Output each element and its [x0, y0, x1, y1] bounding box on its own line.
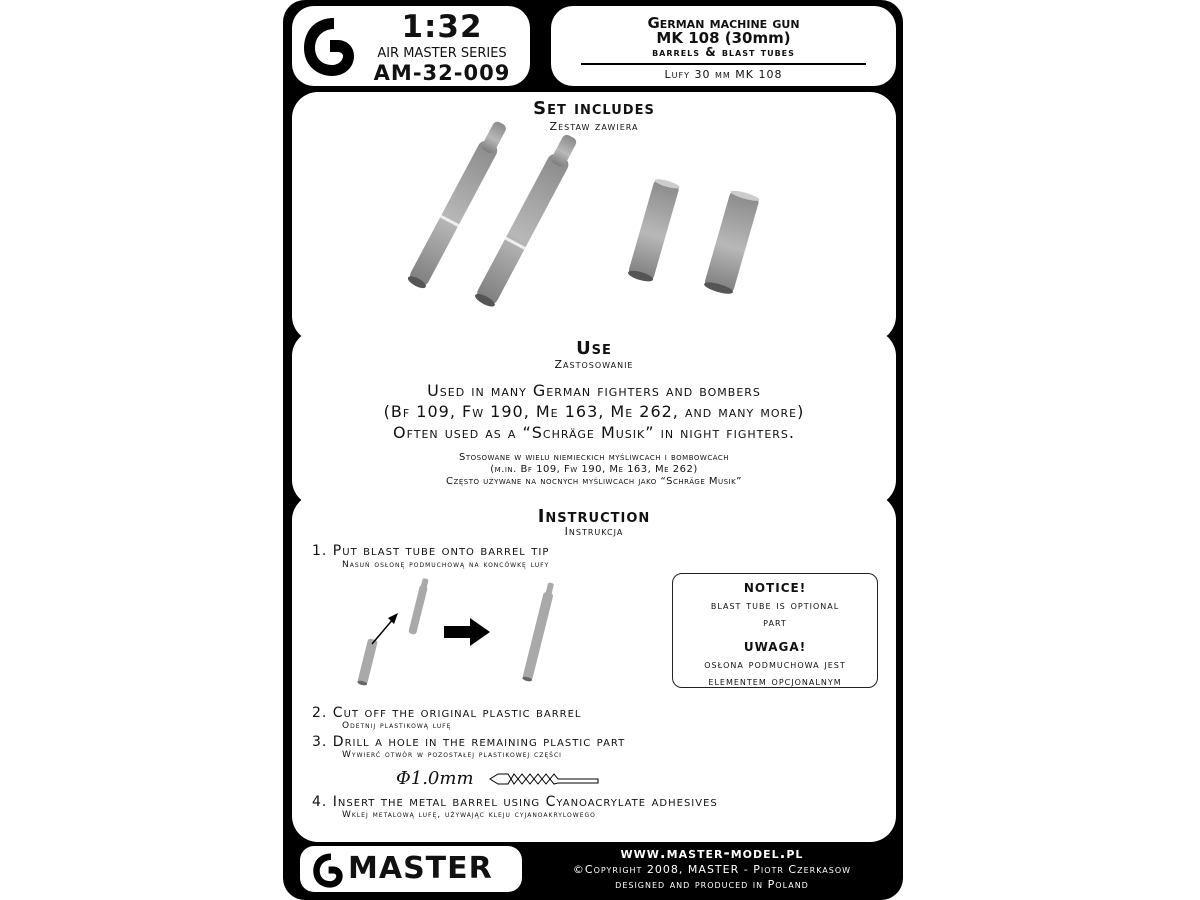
- notice-title: NOTICE!: [743, 581, 807, 595]
- step-4-text-pl: Wklej metalową lufę, używając kleju cyjanoakrylowego: [342, 810, 596, 820]
- set-includes-heading-pl: Zestaw zawiera: [549, 120, 639, 133]
- use-heading-pl: Zastosowanie: [554, 358, 634, 371]
- drill-size-label: Φ1.0mm: [396, 768, 474, 789]
- product-code: AM-32-009: [373, 61, 511, 85]
- use-en-line1: Used in many German fighters and bombers: [427, 381, 761, 400]
- barrel-assembled-icon: [522, 582, 556, 682]
- footer-logo-text: MASTER: [348, 851, 493, 886]
- notice-line1: blast tube is optional: [710, 598, 840, 612]
- blast-tube-small-icon: [357, 638, 378, 686]
- footer: [292, 842, 896, 900]
- result-arrow-icon: [444, 618, 490, 646]
- blast-tube-part-1: [627, 177, 680, 283]
- title-divider: [581, 63, 866, 65]
- use-heading: Use: [576, 338, 612, 359]
- step-3-text: 3. Drill a hole in the remaining plastic part: [312, 734, 626, 750]
- footer-website[interactable]: www.master-model.pl: [620, 844, 804, 862]
- instruction-heading: Instruction: [537, 506, 651, 527]
- move-up-arrow-icon: [372, 613, 398, 644]
- use-en-line2: (Bf 109, Fw 190, Me 163, Me 262, and many more): [383, 402, 805, 421]
- scale-label: 1:32: [401, 9, 483, 45]
- footer-logo-panel: [300, 846, 522, 892]
- step-1-text-pl: Nasuń osłonę podmuchową na koncówkę lufy: [342, 560, 550, 570]
- step-1-text: 1. Put blast tube onto barrel tip: [312, 543, 550, 559]
- footer-designed: designed and produced in Poland: [615, 878, 809, 891]
- footer-copyright: ©Copyright 2008, MASTER - Piotr Czerkasow: [572, 863, 852, 876]
- step-2-text: 2. Cut off the original plastic barrel: [312, 705, 582, 721]
- step-3-text-pl: Wywierć otwór w pozostałej plastikowej części: [342, 750, 562, 760]
- product-title-line3: barrels & blast tubes: [652, 45, 795, 59]
- notice-line1-pl: osłona podmuchowa jest: [704, 657, 846, 671]
- parts-illustration: [292, 92, 896, 342]
- step-2-text-pl: Odetnij plastikową lufę: [342, 721, 452, 731]
- use-en-line3: Often used as a “Schräge Musik” in night fighters.: [393, 423, 795, 442]
- barrel-small-icon: [408, 578, 430, 635]
- notice-line2: part: [763, 615, 787, 629]
- use-pl-line1: Stosowane w wielu niemieckich myśliwcach i bombowcach: [458, 452, 730, 463]
- notice-line2-pl: elementem opcjonalnym: [708, 674, 842, 688]
- notice-box: [672, 573, 878, 688]
- header-scale-panel: [292, 6, 530, 86]
- use-panel: [292, 330, 896, 506]
- series-label: AIR MASTER SERIES: [377, 46, 507, 61]
- product-title-line1: German machine gun: [647, 14, 800, 32]
- set-includes-heading: Set includes: [533, 98, 655, 119]
- product-subtitle-pl: Lufy 30 mm MK 108: [664, 68, 783, 81]
- master-logo-icon: [300, 12, 358, 80]
- product-title-line2: MK 108 (30mm): [656, 29, 791, 47]
- blast-tube-part-2: [703, 189, 760, 296]
- notice-title-pl: UWAGA!: [743, 640, 807, 654]
- master-footer-logo-icon: [308, 850, 348, 890]
- step-4-text: 4. Insert the metal barrel using Cyanoacrylate adhesives: [312, 794, 718, 810]
- use-pl-line3: Często używane na nocnych myśliwcach jako “Schräge Musik”: [446, 476, 742, 487]
- instruction-heading-pl: Instrukcja: [564, 525, 624, 538]
- set-includes-panel: [292, 92, 896, 342]
- drill-bit-icon: [488, 771, 600, 787]
- use-pl-line2: (m.in. Bf 109, Fw 190, Me 163, Me 262): [490, 464, 698, 475]
- header-title-panel: [551, 6, 896, 86]
- step-1-illustration: [332, 578, 632, 693]
